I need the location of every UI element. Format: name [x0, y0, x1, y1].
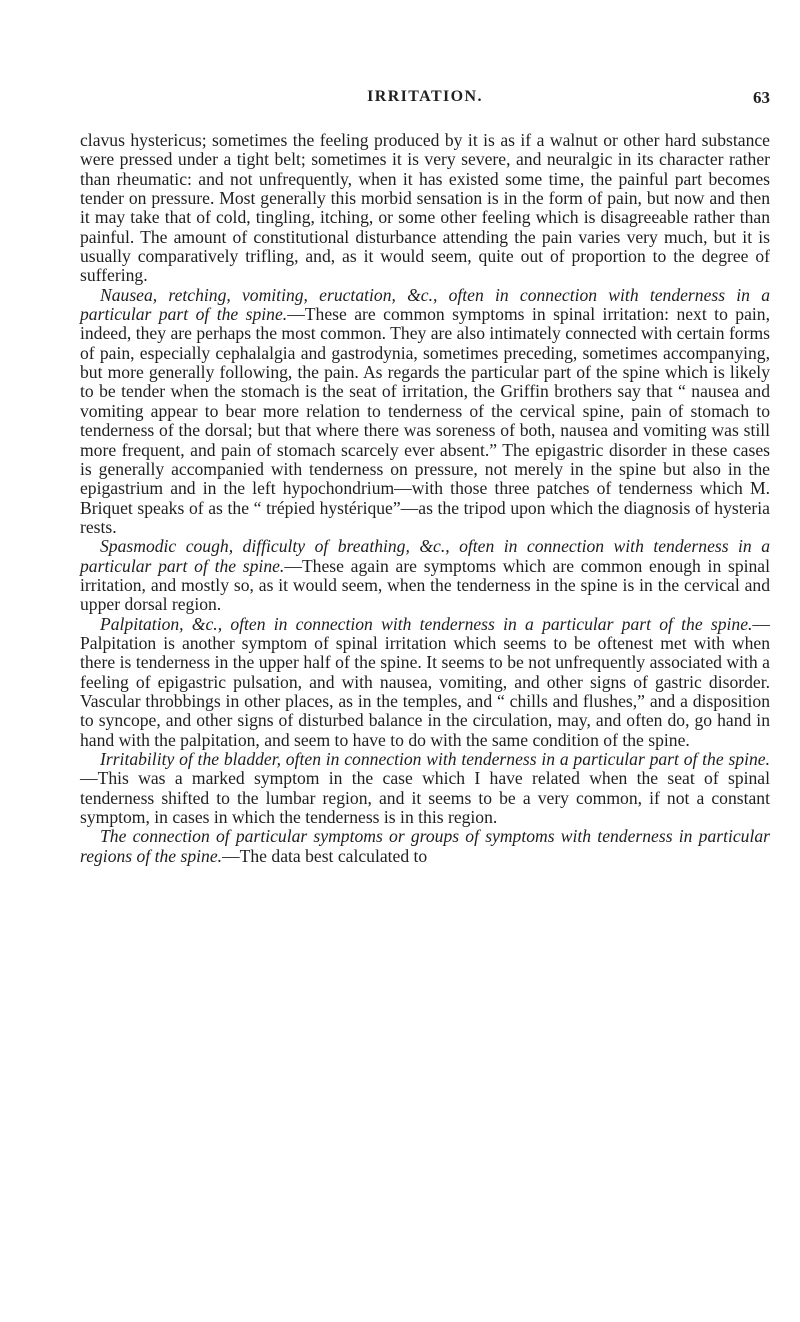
- running-title: IRRITATION.: [367, 88, 483, 105]
- paragraph-text: —These again are symptoms which are common enough in spinal irritation, and mostly so, as it would seem, when the tenderness in the spine is in the cervical and upper dorsal region.: [80, 555, 771, 615]
- paragraph-text: —This was a marked symptom in the case which I have related when the seat of spinal tenderness shifted to the lumbar region, and it seems to be a very common, if not a constant symptom, in cases in which the tenderness is in this region.: [80, 768, 770, 828]
- paragraph-text: clavus hystericus; sometimes the feeling produced by it is as if a walnut or other hard substance were pressed under a tight belt; sometimes it is very severe, and neuralgic in its character rather than rheumatic: and not unfrequently, when it has existed some time, the painful part becomes tender on pressure. Most generally this morbid sensation is in the form of pain, but now and then it may take that of cold, tingling, itching, or some other feeling which is disagreeable rather than painful. The amount of constitutional disturbance attending the pain varies very much, but it is usually comparatively trifling, and, as it would seem, quite out of proportion to the degree of suffering.: [80, 130, 770, 286]
- paragraph-lead: Palpitation, &c., often in connection with tenderness in a particular part of the spine.: [100, 613, 753, 634]
- paragraph: [80, 131, 770, 286]
- paragraph: [80, 615, 770, 750]
- paragraph-lead: Nausea, retching, vomiting, eructation, &c., often in connection with tenderness in a particular part of the spine.: [80, 284, 770, 325]
- paragraph-lead: Spasmodic cough, difficulty of breathing, &c., often in connection with tenderness in a particular part of the spine.: [80, 536, 770, 576]
- paragraph: [80, 286, 770, 537]
- paragraph-lead: Irritability of the bladder, often in connection with tenderness in a particular part of the spine.: [100, 749, 770, 769]
- page-number: 63: [753, 88, 770, 107]
- paragraph-text: —These are common symptoms in spinal irritation: next to pain, indeed, they are perhaps the most common. They are also intimately connected with certain forms of pain, especially cephalalgia and gastrodynia, sometimes preceding, sometimes accompanying, but more generally following, the pain. As regards the particular part of the spine which is likely to be tender when the stomach is the seat of irritation, the Griffin brothers say that “ nausea and vomiting appear to bear more relation to tenderness of the cervical spine, pain of stomach to tenderness of the dorsal; but that where there was soreness of both, nausea and vomiting was still more frequent, and pain of stomach scarcely ever absent.” The epigastric disorder in these cases is generally accompanied with tenderness on pressure, not merely in the spine but also in the epigastrium and in the left hypochondrium—with those three patches of tenderness which M. Briquet speaks of as the “ trépied hystérique”—as the tripod upon which the diagnosis of hysteria rests.: [80, 304, 771, 537]
- paragraph-lead: The connection of particular symptoms or groups of symptoms with tenderness in particular regions of the spine.: [80, 826, 770, 866]
- paragraph: [80, 827, 770, 866]
- paragraph-text: —Palpitation is another symptom of spinal irritation which seems to be oftenest met with when there is tenderness in the upper half of the spine. It seems to be not unfrequently associated with a feeling of epigastric pulsation, and with nausea, vomiting, and other signs of gastric disorder. Vascular throbbings in other places, as in the temples, and “ chills and flushes,” and a disposition to syncope, and other signs of disturbed balance in the circulation, may, and often do, go hand in hand with the palpitation, and seem to have to do with the same condition of the spine.: [80, 613, 770, 750]
- paragraph: [80, 537, 770, 614]
- body-text: [80, 131, 770, 866]
- paragraph-text: —The data best calculated to: [222, 845, 428, 866]
- running-head: [80, 88, 770, 112]
- paragraph: [80, 750, 770, 827]
